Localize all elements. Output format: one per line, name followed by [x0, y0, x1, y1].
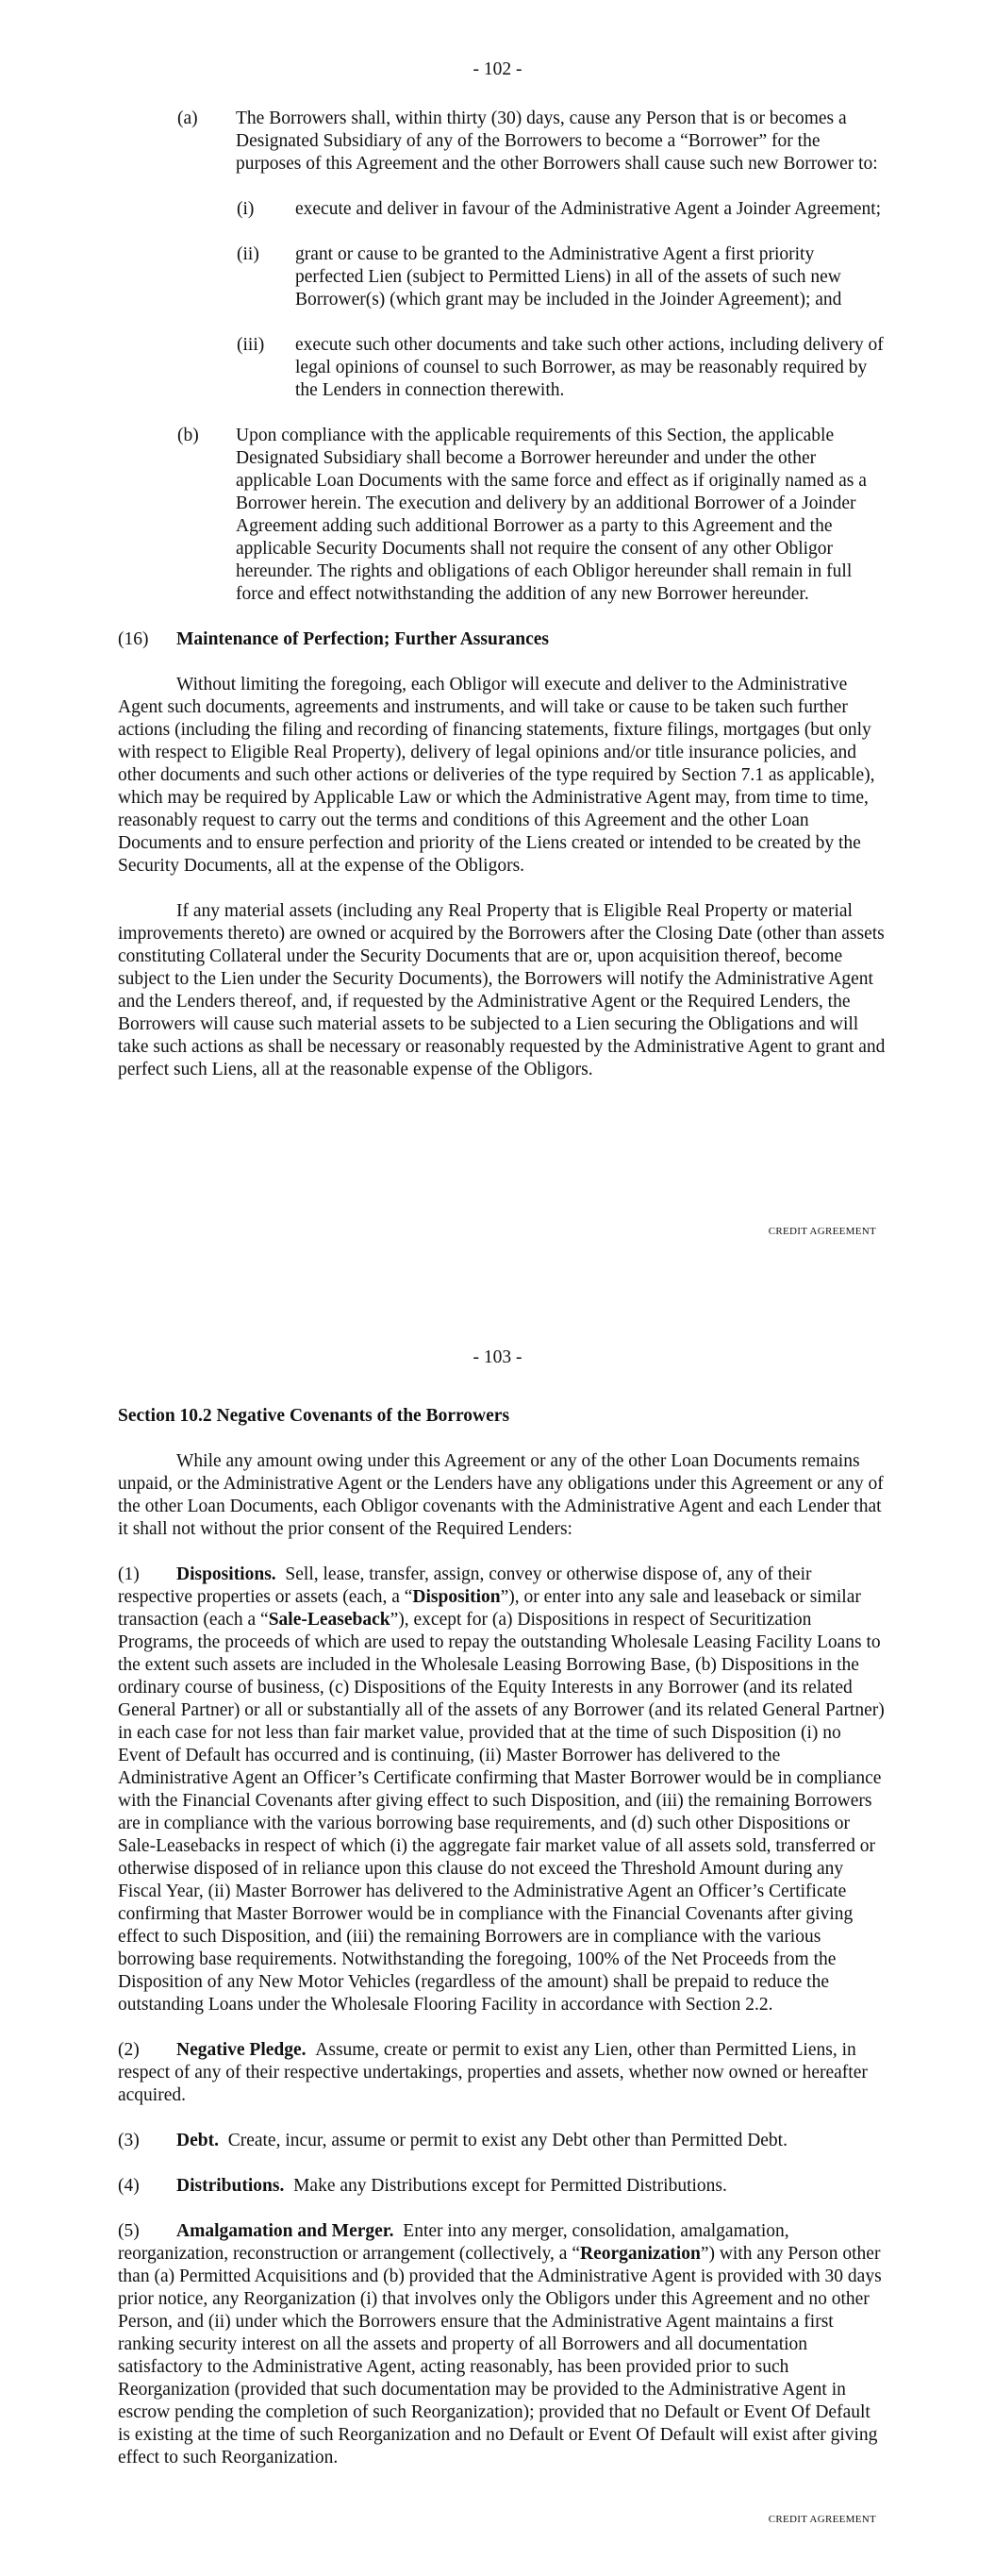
- page-footer: CREDIT AGREEMENT: [768, 2514, 876, 2525]
- subclause-text: execute and deliver in favour of the Administrative Agent a Joinder Agreement;: [295, 199, 882, 219]
- covenant-title: Distributions.: [176, 2176, 285, 2196]
- page-content: [118, 108, 887, 1104]
- covenant-text-part: ”) with any Person other than (a) Permitted Acquisitions and (b) provided that the Administrative Agent is provided with 30 days prior notice, any Reorganization (i) that involves only the Obligors under this Agreement and no other Person, and (ii) under which the Borrowers ensure that the Administrative Agent maintains a first ranking security interest on all the assets and property of all Borrowers and all documentation satisfactory to the Administrative Agent, acting reasonably, has been provided prior to such Reorganization (provided that such documentation may be provided to the Administrative Agent in escrow pending the completion of such Reorganization); provided that no Default or Event Of Default is existing at the time of such Reorganization and no Default or Event Of Default will exist after giving effect to such Reorganization.: [118, 2244, 882, 2467]
- covenant-amalgamation: [118, 2220, 887, 2469]
- covenant-number: (3): [118, 2131, 140, 2150]
- clause-a: [177, 108, 887, 176]
- page-footer: CREDIT AGREEMENT: [768, 1226, 876, 1237]
- subclause-i: [237, 198, 887, 221]
- covenant-text: Make any Distributions except for Permitted Distributions.: [293, 2176, 727, 2196]
- covenant-text: Create, incur, assume or permit to exist any Debt other than Permitted Debt.: [227, 2131, 788, 2150]
- covenant-number: (2): [118, 2040, 140, 2060]
- clause-b: [177, 425, 887, 606]
- covenant-negative-pledge: [118, 2039, 887, 2107]
- subclause-label: (ii): [237, 244, 259, 264]
- page-number: - 102 -: [473, 59, 522, 79]
- subclause-text: grant or cause to be granted to the Administrative Agent a first priority perfected Lien (subject to Permitted Liens) in all of the assets of such new Borrower(s) (which grant may be included in the Joinder Agreement); and: [295, 244, 842, 309]
- covenant-text-part: ”), except for (a) Dispositions in respect of Securitization Programs, the proceeds of which are used to repay the outstanding Wholesale Leasing Facility Loans to the extent such assets are included in the Wholesale Leasing Borrowing Base, (b) Dispositions in the ordinary course of business, (c) Dispositions of the Equity Interests in any Borrower (and its related General Partner) or all or substantially all of the assets of any Borrower (and its related General Partner) in each case for not less than fair market value, provided that at the time of such Disposition (i) no Event of Default has occurred and is continuing, (ii) Master Borrower has delivered to the Administrative Agent an Officer’s Certificate confirming that Master Borrower would be in compliance with the Financial Covenants after giving effect to such Disposition, and (iii) the remaining Borrowers are in compliance with the various borrowing base requirements, and (d) such other Dispositions or Sale-Leasebacks in respect of which (i) the aggregate fair market value of all assets sold, transferred or otherwise disposed of in reliance upon this clause do not exceed the Threshold Amount during any Fiscal Year, (ii) Master Borrower has delivered to the Administrative Agent an Officer’s Certificate confirming that Master Borrower would be in compliance with the Financial Covenants after giving effect to such Disposition, and (iii) the remaining Borrowers are in compliance with the various borrowing base requirements. Notwithstanding the foregoing, 100% of the Net Proceeds from the Disposition of any New Motor Vehicles (regardless of the amount) shall be prepaid to reduce the outstanding Loans under the Wholesale Flooring Facility in accordance with Section 2.2.: [118, 1610, 885, 2015]
- page-number: - 103 -: [473, 1347, 522, 1367]
- covenant-title: Dispositions.: [176, 1564, 276, 1584]
- defined-term: Disposition: [412, 1587, 501, 1607]
- covenant-number: (4): [118, 2176, 140, 2196]
- section-title: Maintenance of Perfection; Further Assurances: [176, 629, 549, 649]
- section-number: (16): [118, 629, 149, 649]
- covenant-title: Debt.: [176, 2131, 219, 2150]
- defined-term: Sale-Leaseback: [268, 1610, 390, 1630]
- section-heading: Section 10.2 Negative Covenants of the Borrowers: [118, 1406, 510, 1426]
- paragraph-material-assets: If any material assets (including any Real Property that is Eligible Real Property or material improvements thereto) are owned or acquired by the Borrowers after the Closing Date (other than assets constituting Collateral under the Security Documents that are or, upon acquisition thereof, become subject to the Lien under the Security Documents), the Borrowers will notify the Administrative Agent and the Lenders thereof, and, if requested by the Administrative Agent or the Required Lenders, the Borrowers will cause such material assets to be subjected to a Lien securing the Obligations and will take such actions as shall be necessary or reasonably requested by the Administrative Agent to grant and perfect such Liens, all at the reasonable expense of the Obligors.: [118, 901, 886, 1079]
- subclause-text: execute such other documents and take such other actions, including delivery of legal opinions of counsel to such Borrower, as may be reasonably required by the Lenders in connection therewith.: [295, 335, 884, 400]
- clause-label: (b): [177, 426, 199, 445]
- paragraph-intro: While any amount owing under this Agreement or any of the other Loan Documents remains unpaid, or the Administrative Agent or the Lenders have any obligations under this Agreement or any of the other Loan Documents, each Obligor covenants with the Administrative Agent and each Lender that it shall not without the prior consent of the Required Lenders:: [118, 1451, 884, 1539]
- defined-term: Reorganization: [580, 2244, 701, 2264]
- covenant-title: Amalgamation and Merger.: [176, 2221, 394, 2241]
- clause-text: Upon compliance with the applicable requirements of this Section, the applicable Designated Subsidiary shall become a Borrower hereunder and under the other applicable Loan Documents with the same force and effect as if originally named as a Borrower herein. The execution and delivery by an additional Borrower of a Joinder Agreement adding such additional Borrower as a party to this Agreement and the applicable Security Documents shall not require the consent of any other Obligor hereunder. The rights and obligations of each Obligor hereunder shall remain in full force and effect notwithstanding the addition of any new Borrower hereunder.: [236, 426, 867, 604]
- covenant-debt: [118, 2130, 887, 2152]
- covenant-text-part: Enter into any merger, consolidation, amalgamation, reorganization, reconstruction or arrangement (collectively, a “: [118, 2221, 789, 2264]
- subclause-label: (iii): [237, 335, 265, 355]
- page-content: [118, 1405, 887, 2492]
- clause-text: The Borrowers shall, within thirty (30) days, cause any Person that is or becomes a Designated Subsidiary of any of the Borrowers to become a “Borrower” for the purposes of this Agreement and the other Borrowers shall cause such new Borrower to:: [236, 109, 878, 174]
- covenant-text: Assume, create or permit to exist any Lien, other than Permitted Liens, in respect of any of their respective undertakings, properties and assets, whether now owned or hereafter acquired.: [118, 2040, 868, 2105]
- covenant-title: Negative Pledge.: [176, 2040, 307, 2060]
- document-page-103: [0, 1288, 995, 2576]
- subclause-label: (i): [237, 199, 255, 219]
- subclause-iii: [237, 334, 887, 402]
- paragraph-further-assurances: Without limiting the foregoing, each Obligor will execute and deliver to the Administrative Agent such documents, agreements and instruments, and will take or cause to be taken such further actions (including the filing and recording of financing statements, fixture filings, mortgages (but only with respect to Eligible Real Property), delivery of legal opinions and/or title insurance policies, and other documents and such other actions or deliveries of the type required by Section 7.1 as applicable), which may be required by Applicable Law or which the Administrative Agent may, from time to time, reasonably request to carry out the terms and conditions of this Agreement and the other Loan Documents and to ensure perfection and priority of the Liens created or intended to be created by the Security Documents, all at the expense of the Obligors.: [118, 675, 875, 876]
- covenant-text-part: Sell, lease, transfer, assign, convey or otherwise dispose of, any of their respective properties or assets (each, a “: [118, 1564, 812, 1607]
- subclause-ii: [237, 243, 887, 311]
- covenant-number: (1): [118, 1564, 140, 1584]
- covenant-number: (5): [118, 2221, 140, 2241]
- section-16-heading: [118, 628, 887, 651]
- covenant-dispositions: [118, 1564, 887, 2016]
- covenant-distributions: [118, 2175, 887, 2198]
- covenant-text-part: ”), or enter into any sale and leaseback or similar transaction (each a “: [118, 1587, 861, 1630]
- clause-label: (a): [177, 109, 198, 128]
